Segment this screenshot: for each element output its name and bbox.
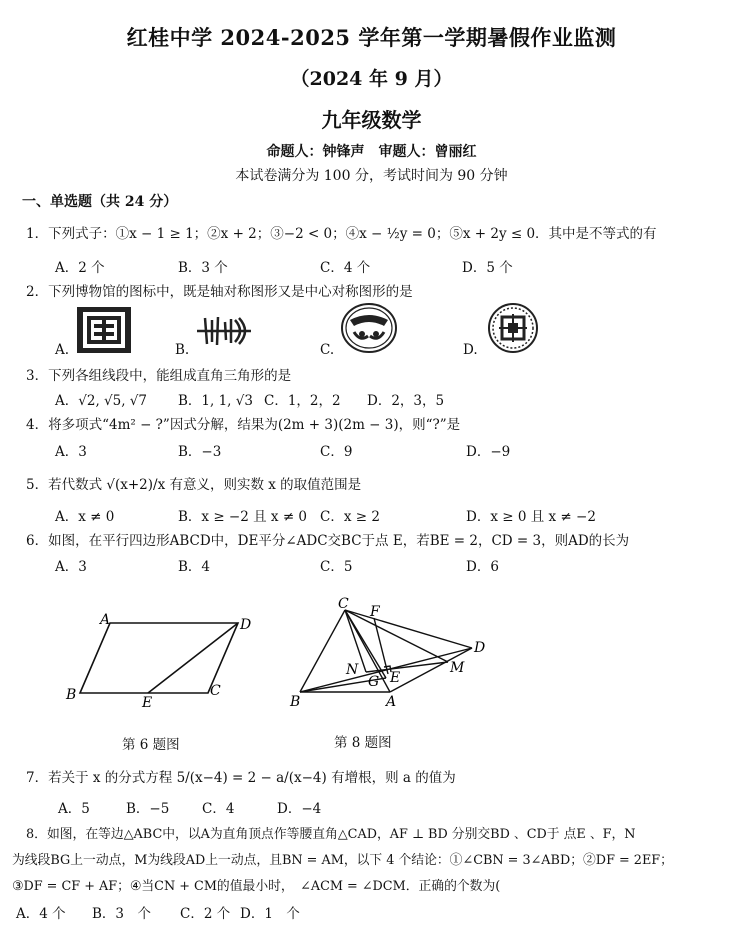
question-4-option-d: D．−9 [466, 444, 511, 460]
question-8-option-a: A．4 个 [16, 906, 66, 922]
museum-emblem-d [487, 302, 539, 354]
question-2-option-a: A. [55, 342, 70, 358]
exam-date: （2024 年 9 月） [290, 68, 453, 90]
question-6-option-a: A．3 [55, 559, 87, 575]
figure-8-diagram [280, 592, 500, 722]
fig6-label-e: E [142, 695, 153, 710]
question-3-option-b: B．1, 1, √3 [178, 393, 253, 409]
exam-authors: 命题人：钟锋声 审题人：曾丽红 [266, 144, 477, 160]
question-4-text: 4．将多项式“4m² − ?”因式分解，结果为(2m + 3)(2m − 3)，则“?”是 [26, 417, 461, 433]
fig8-label-e: E [390, 670, 401, 686]
question-4-option-b: B．−3 [178, 444, 222, 460]
exam-info: 本试卷满分为 100 分，考试时间为 90 分钟 [235, 168, 508, 184]
question-5-text: 5．若代数式 √(x+2)/x 有意义，则实数 x 的取值范围是 [26, 477, 362, 493]
fig8-label-m: M [450, 660, 465, 676]
question-8-line-3: ③DF = CF + AF；④当CN + CM的值最小时， ∠ACM = ∠DCM．正确的个数为( [12, 879, 501, 894]
question-3-text: 3．下列各组线段中，能组成直角三角形的是 [26, 368, 292, 384]
question-7-text: 7．若关于 x 的分式方程 5/(x−4) = 2 − a/(x−4) 有增根，则 a 的值为 [26, 770, 456, 786]
exam-subject: 九年级数学 [321, 108, 422, 132]
fig8-label-n: N [346, 662, 359, 678]
fig6-label-b: B [66, 687, 77, 703]
question-7-option-a: A．5 [58, 801, 90, 817]
fig6-label-a: A [100, 612, 111, 628]
question-5-option-b: B．x ≥ −2 且 x ≠ 0 [178, 509, 308, 525]
exam-title: 红桂中学 2024-2025 学年第一学期暑假作业监测 [126, 25, 617, 50]
question-2-option-d: D. [463, 342, 478, 358]
question-1-text: 1．下列式子：①x − 1 ≥ 1；②x + 2；③−2 < 0；④x − ½y = 0；⑤x + 2y ≤ 0．其中是不等式的有 [26, 226, 657, 242]
question-6-option-b: B．4 [178, 559, 211, 575]
figure-6-caption: 第 6 题图 [122, 737, 180, 753]
question-3-option-d: D．2，3，5 [367, 393, 445, 409]
question-2-option-c: C. [320, 342, 335, 358]
question-6-option-c: C．5 [320, 559, 353, 575]
question-2-text: 2．下列博物馆的图标中，既是轴对称图形又是中心对称图形的是 [26, 284, 413, 300]
fig6-label-c: C [210, 683, 221, 699]
figure-8-caption: 第 8 题图 [334, 735, 392, 751]
question-1-option-b: B．3 个 [178, 260, 228, 276]
question-4-option-c: C．9 [320, 444, 353, 460]
question-5-option-d: D．x ≥ 0 且 x ≠ −2 [466, 509, 596, 525]
question-8-option-c: C．2 个 [180, 906, 231, 922]
question-8-option-b: B．3 个 [92, 906, 152, 922]
question-5-option-a: A．x ≠ 0 [55, 509, 115, 525]
fig8-label-d: D [474, 640, 486, 656]
question-7-option-c: C．4 [202, 801, 235, 817]
question-5-option-c: C．x ≥ 2 [320, 509, 380, 525]
question-1-option-d: D．5 个 [462, 260, 513, 276]
question-2-option-b: B. [175, 342, 190, 358]
segment-cb [300, 610, 345, 692]
question-8-option-d: D．1 个 [240, 906, 300, 922]
section-title: 一、单选题（共 24 分） [22, 194, 178, 210]
segment-de [148, 623, 238, 693]
fig8-label-g: G [368, 674, 380, 690]
question-7-option-b: B．−5 [126, 801, 170, 817]
museum-emblem-b [195, 314, 253, 348]
question-8-line-2: 为线段BG上一动点，M为线段AD上一动点，且BN = AM，以下 4 个结论：①∠CBN = 3∠ABD；②DF = 2EF； [12, 853, 673, 868]
fig8-label-c: C [338, 596, 349, 612]
museum-emblem-a [75, 305, 133, 355]
question-1-option-c: C．4 个 [320, 260, 371, 276]
fig6-label-d: D [240, 617, 252, 633]
question-3-option-a: A．√2, √5, √7 [55, 393, 147, 409]
question-3-option-c: C．1，2，2 [264, 393, 341, 409]
fig8-label-b: B [290, 694, 301, 710]
figure-6-diagram [60, 605, 260, 710]
question-4-option-a: A．3 [55, 444, 87, 460]
question-7-option-d: D．−4 [277, 801, 322, 817]
fig8-label-f: F [370, 604, 380, 620]
fig8-label-a: A [386, 694, 397, 710]
museum-emblem-c [340, 302, 398, 354]
question-8-line-1: 8．如图，在等边△ABC中，以A为直角顶点作等腰直角△CAD，AF ⊥ BD 分别交BD 、CD于 点E 、F，N [26, 827, 636, 842]
question-1-option-a: A．2 个 [55, 260, 105, 276]
question-6-option-d: D．6 [466, 559, 499, 575]
question-6-text: 6．如图，在平行四边形ABCD中，DE平分∠ADC交BC于点 E，若BE = 2，CD = 3，则AD的长为 [26, 533, 630, 549]
